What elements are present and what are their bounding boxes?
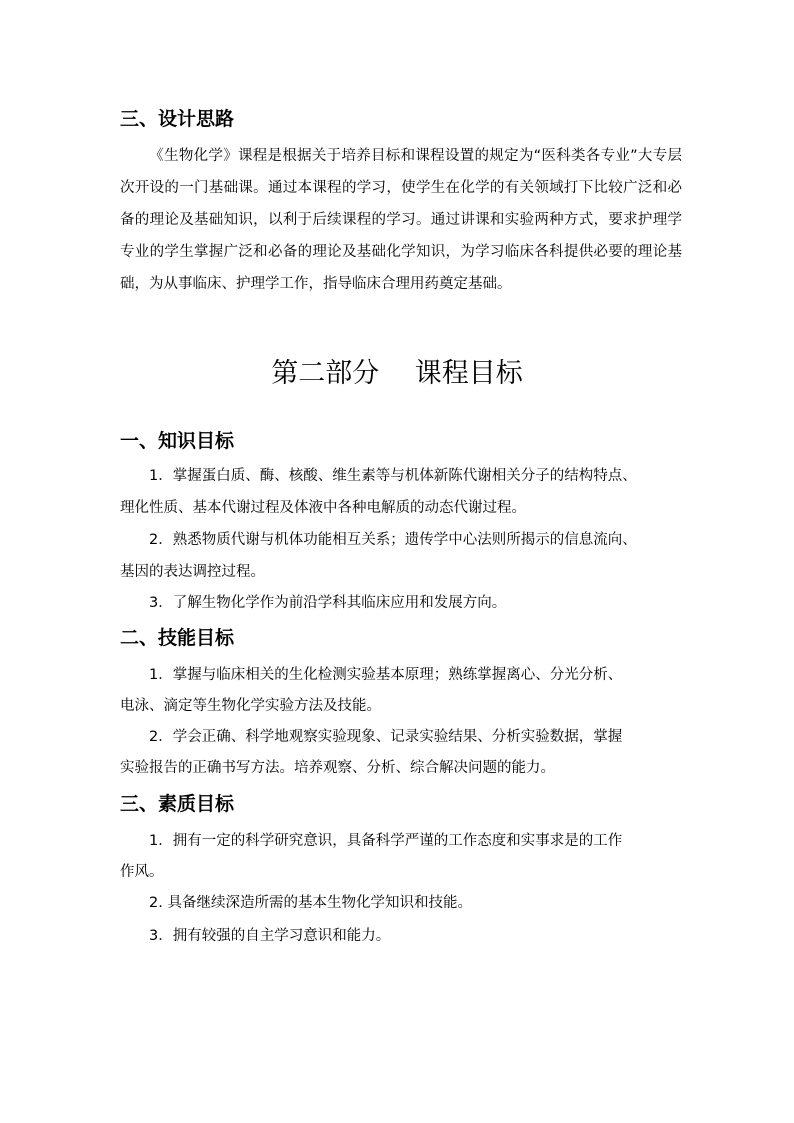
design-ideas-text: 《生物化学》课程是根据关于培养目标和课程设置的规定为“医科类各专业”大专层次开设的一门基础课。通过本课程的学习，使学生在化学的有关领域打下比较广泛和必备的理论及基础知识，以利于后续课程的学习。通过讲课和实验两种方式，要求护理学专业的学生掌握广泛和必备的理论及基础化学知识，为学习临床各科提供必要的理论基础，为从事临床、护理学工作，指导临床合理用药奠定基础。 <box>120 148 682 292</box>
knowledge-item-2-line-2: 基因的表达调控过程。 <box>120 564 265 580</box>
section-heading-knowledge: 一、知识目标 <box>120 430 235 452</box>
knowledge-item-3: 3．了解生物化学作为前沿学科其临床应用和发展方向。 <box>149 595 507 611</box>
quality-item-1-line-1: 1．拥有一定的科学研究意识，具备科学严谨的工作态度和实事求是的工作 <box>149 833 623 849</box>
skills-item-1-line-1: 1．掌握与临床相关的生化检测实验基本原理；熟练掌握离心、分光分析、 <box>149 667 623 683</box>
design-ideas-paragraph <box>120 140 682 300</box>
section-heading-design-ideas: 三、设计思路 <box>120 108 235 130</box>
skills-item-1-line-2: 电泳、滴定等生物化学实验方法及技能。 <box>120 698 381 714</box>
section-heading-skills: 二、技能目标 <box>120 627 235 649</box>
quality-item-2: 2. 具备继续深造所需的基本生物化学知识和技能。 <box>149 895 472 911</box>
skills-item-2-line-1: 2．学会正确、科学地观察实验现象、记录实验结果、分析实验数据，掌握 <box>149 729 623 745</box>
part-title: 第二部分 课程目标 <box>271 358 523 389</box>
quality-item-3: 3．拥有较强的自主学习意识和能力。 <box>149 928 391 944</box>
quality-item-1-line-2: 作风。 <box>120 864 164 880</box>
knowledge-item-2-line-1: 2．熟悉物质代谢与机体功能相互关系；遗传学中心法则所揭示的信息流向、 <box>149 532 637 548</box>
section-heading-quality: 三、素质目标 <box>120 793 235 815</box>
knowledge-item-1-line-1: 1．掌握蛋白质、酶、核酸、维生素等与机体新陈代谢相关分子的结构特点、 <box>149 468 637 484</box>
skills-item-2-line-2: 实验报告的正确书写方法。培养观察、分析、综合解决问题的能力。 <box>120 760 555 776</box>
knowledge-item-1-line-2: 理化性质、基本代谢过程及体液中各种电解质的动态代谢过程。 <box>120 500 526 516</box>
